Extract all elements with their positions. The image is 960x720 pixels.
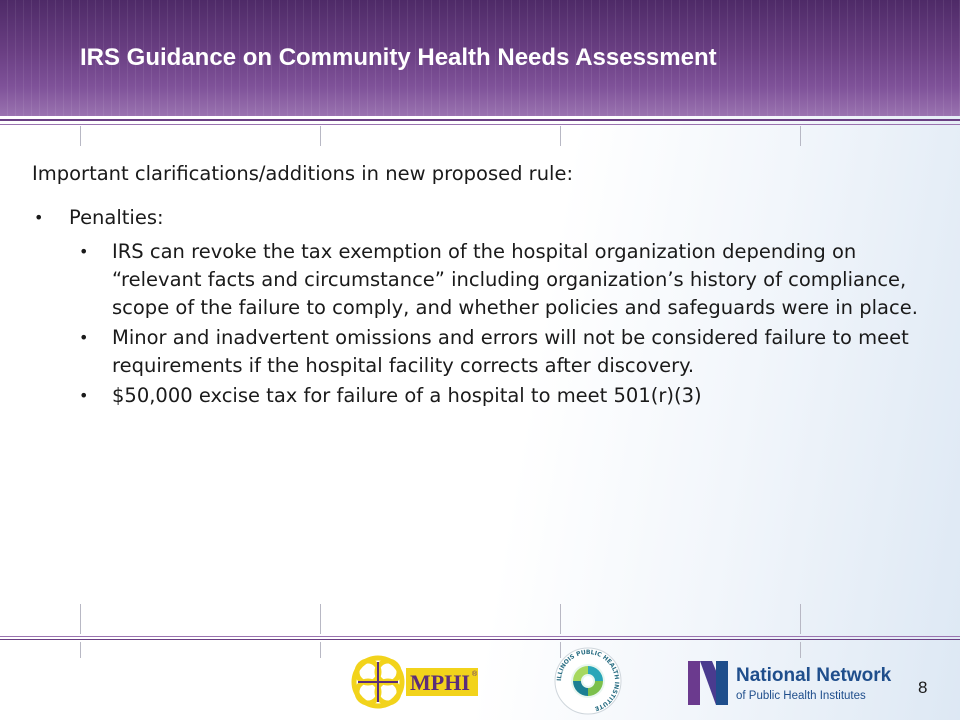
divider-tick [80, 126, 81, 146]
bullet-glyph: • [34, 208, 44, 227]
intro-text: Important clarifications/additions in new proposed rule: [32, 162, 574, 185]
divider-tick [80, 604, 81, 634]
slide-title: IRS Guidance on Community Health Needs Assessment [80, 44, 717, 71]
sub-bullet-text: IRS can revoke the tax exemption of the hospital organization depending on “relevant facts and circumstance” including organization’s history of compliance, scope of the failure to comply, and whether policies and safeguards were in place. [112, 240, 918, 319]
divider-tick [320, 604, 321, 634]
nnphi-title: National Network [736, 665, 892, 686]
header-rule-thin [0, 124, 960, 125]
mphi-wordmark: MPHI [410, 670, 470, 695]
footer-rule-thin [0, 639, 960, 640]
nnphi-subtitle: of Public Health Institutes [736, 690, 866, 702]
bullet-glyph: • [79, 328, 89, 347]
divider-tick [560, 604, 561, 634]
sub-bullet-list [32, 238, 932, 410]
sub-bullet-text: Minor and inadvertent omissions and errors will not be considered failure to meet requirements if the hospital facility corrects after discovery. [112, 326, 909, 377]
swirl-icon [571, 664, 605, 698]
slide-body [32, 160, 932, 412]
bullet-label: Penalties: [69, 206, 164, 229]
slide-header [0, 0, 960, 116]
registered-mark: ® [472, 671, 478, 678]
sub-bullet-text: $50,000 excise tax for failure of a hospital to meet 501(r)(3) [112, 384, 702, 407]
divider-tick [80, 642, 81, 658]
iphi-ring-text: ILLINOIS PUBLIC HEALTH INSTITUTE [555, 648, 621, 713]
bullet-glyph: • [79, 386, 89, 405]
bullet-glyph: • [79, 242, 89, 261]
sub-bullet [32, 324, 932, 380]
divider-tick [560, 126, 561, 146]
divider-tick [320, 642, 321, 658]
mphi-logo [346, 650, 486, 712]
nn-monogram-icon [688, 661, 728, 705]
sub-bullet [32, 238, 932, 322]
header-rule [0, 119, 960, 121]
divider-tick [800, 126, 801, 146]
sub-bullet [32, 382, 932, 410]
divider-tick [800, 604, 801, 634]
bullet-penalties [32, 204, 932, 232]
page-number: 8 [918, 678, 928, 697]
nnphi-logo [686, 655, 896, 711]
iphi-logo [553, 646, 623, 716]
divider-tick [320, 126, 321, 146]
footer-rule [0, 636, 960, 637]
